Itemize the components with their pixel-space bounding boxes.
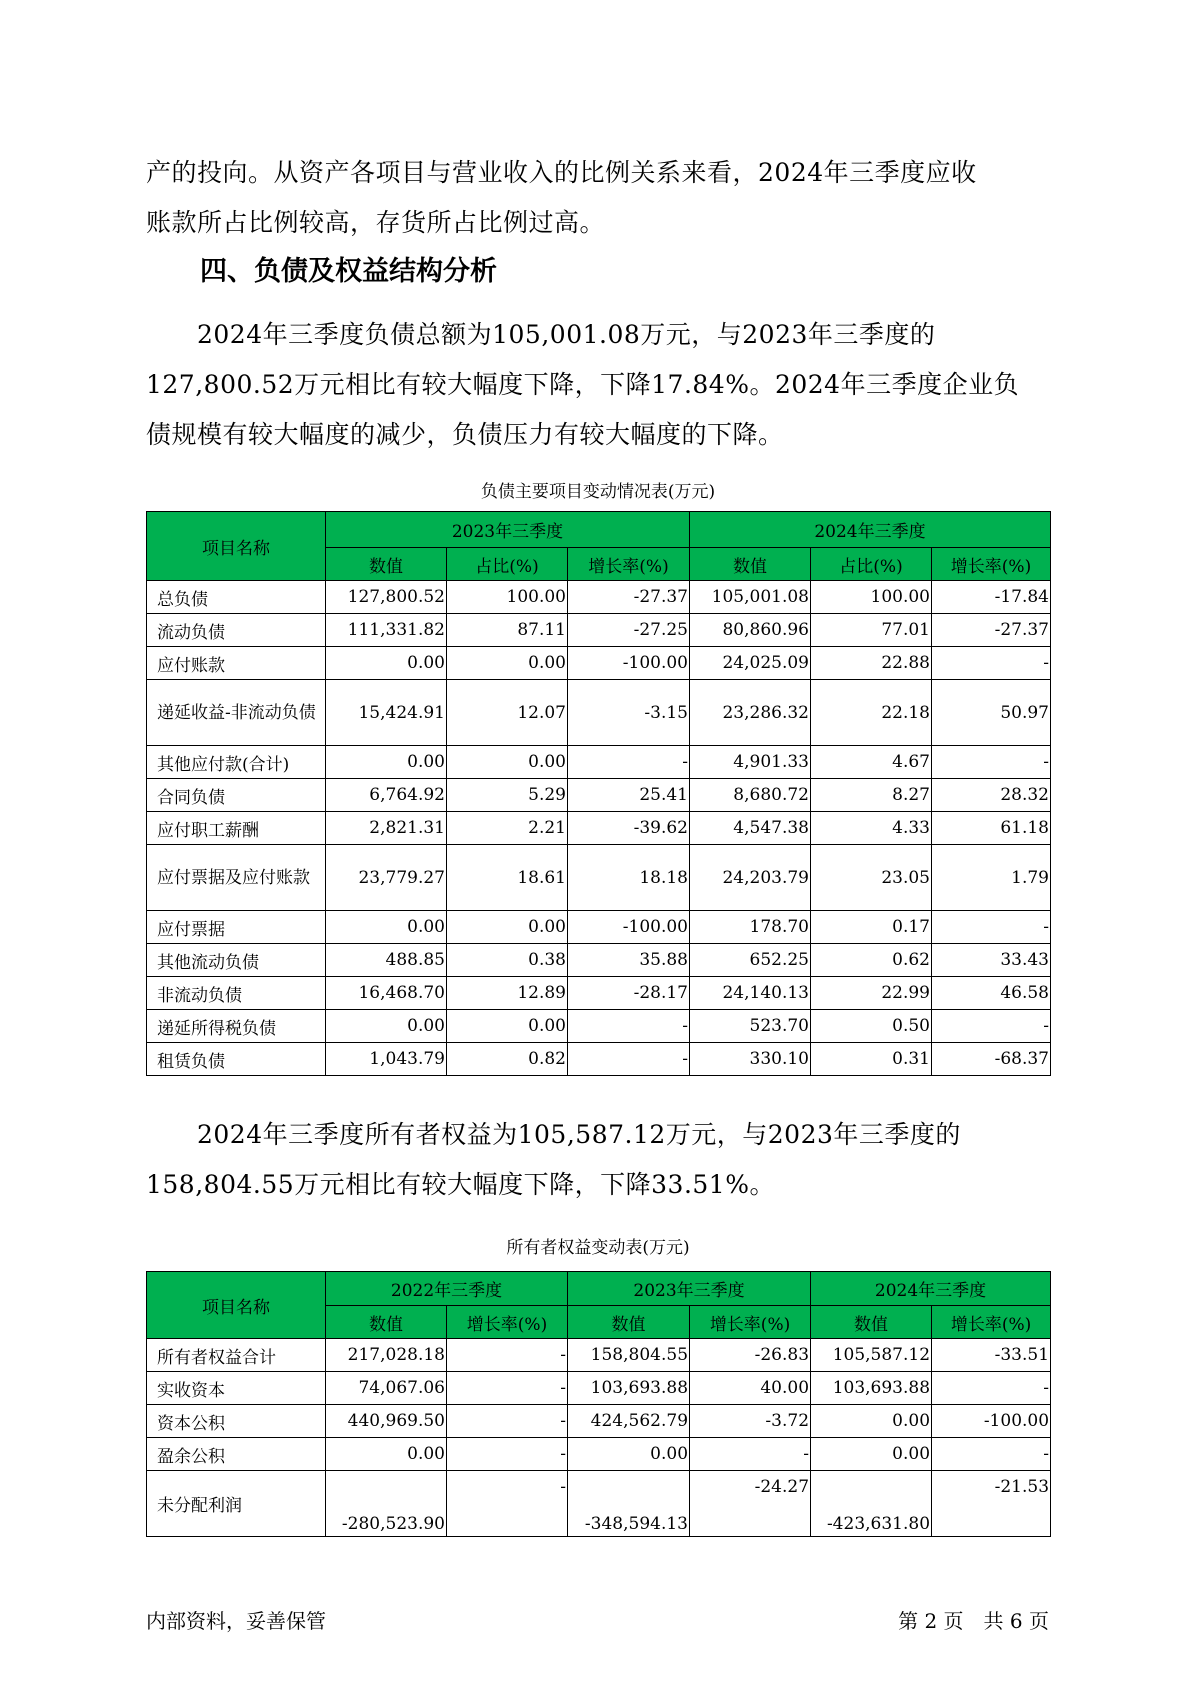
table-cell: 0.00 (447, 911, 568, 944)
table-cell: -68.37 (932, 1043, 1051, 1076)
table-cell: 0.00 (326, 647, 447, 680)
table-cell: 87.11 (447, 614, 568, 647)
table-row (147, 581, 1051, 614)
table-cell: - (447, 1372, 568, 1405)
header-value: 数值 (690, 548, 811, 581)
equity-table (146, 1271, 1051, 1537)
table-row (147, 1438, 1051, 1471)
header-growth: 增长率(%) (690, 1306, 811, 1339)
table-cell: 0.50 (811, 1010, 932, 1043)
table-cell: 6,764.92 (326, 779, 447, 812)
table-cell: 2.21 (447, 812, 568, 845)
table-cell: 1,043.79 (326, 1043, 447, 1076)
table-cell: 35.88 (568, 944, 690, 977)
footer-confidential-note: 内部资料，妥善保管 (146, 1609, 326, 1633)
table-cell: 77.01 (811, 614, 932, 647)
table-cell: -27.37 (568, 581, 690, 614)
table-cell: 50.97 (932, 680, 1051, 746)
row-label: 应付票据 (147, 911, 326, 944)
table-cell: -27.37 (932, 614, 1051, 647)
row-label: 租赁负债 (147, 1043, 326, 1076)
table-cell: 2,821.31 (326, 812, 447, 845)
table-cell: -3.15 (568, 680, 690, 746)
table-cell: - (932, 647, 1051, 680)
header-period-2024: 2024年三季度 (811, 1272, 1051, 1306)
row-label: 总负债 (147, 581, 326, 614)
table-cell: -348,594.13 (568, 1471, 690, 1537)
table-cell: -39.62 (568, 812, 690, 845)
paragraph-equity-summary (146, 1110, 1050, 1210)
row-label: 非流动负债 (147, 977, 326, 1010)
table-cell: - (932, 1438, 1051, 1471)
table-cell: 0.00 (447, 647, 568, 680)
footer-page-number: 第 2 页 共 6 页 (898, 1609, 1049, 1633)
table-cell: - (447, 1339, 568, 1372)
table-cell: 4.67 (811, 746, 932, 779)
paragraph-line: 2024年三季度所有者权益为105,587.12万元，与2023年三季度的 (146, 1120, 961, 1149)
table-cell: 0.00 (811, 1405, 932, 1438)
paragraph-liability-summary (146, 310, 1050, 460)
row-label: 其他流动负债 (147, 944, 326, 977)
table-cell: 523.70 (690, 1010, 811, 1043)
table-cell: 8,680.72 (690, 779, 811, 812)
table-cell: 103,693.88 (811, 1372, 932, 1405)
table-cell: 0.00 (326, 1438, 447, 1471)
table-cell: 12.89 (447, 977, 568, 1010)
table-cell: 33.43 (932, 944, 1051, 977)
table-cell: 18.61 (447, 845, 568, 911)
table-cell: 25.41 (568, 779, 690, 812)
table-cell: -33.51 (932, 1339, 1051, 1372)
table-cell: 0.38 (447, 944, 568, 977)
table-cell: 127,800.52 (326, 581, 447, 614)
table-cell: 4.33 (811, 812, 932, 845)
header-growth: 增长率(%) (568, 548, 690, 581)
table-row (147, 1339, 1051, 1372)
paragraph-line: 债规模有较大幅度的减少，负债压力有较大幅度的下降。 (146, 420, 784, 449)
table-cell: 0.00 (447, 1010, 568, 1043)
table-cell: -27.25 (568, 614, 690, 647)
table-row (147, 614, 1051, 647)
row-label: 递延收益-非流动负债 (147, 680, 326, 746)
section-heading: 四、负债及权益结构分析 (200, 256, 497, 287)
table-cell: - (447, 1438, 568, 1471)
header-share: 占比(%) (811, 548, 932, 581)
table-cell: -100.00 (932, 1405, 1051, 1438)
row-label: 流动负债 (147, 614, 326, 647)
header-period-2022: 2022年三季度 (326, 1272, 568, 1306)
table-row (147, 647, 1051, 680)
table-cell: - (932, 1010, 1051, 1043)
paragraph-asset-conclusion (146, 148, 1050, 248)
table-cell: - (447, 1405, 568, 1438)
table-cell: 105,001.08 (690, 581, 811, 614)
table-cell: 424,562.79 (568, 1405, 690, 1438)
header-growth: 增长率(%) (932, 548, 1051, 581)
table-cell: 18.18 (568, 845, 690, 911)
table-cell: 0.17 (811, 911, 932, 944)
table-cell: 40.00 (690, 1372, 811, 1405)
table-row (147, 944, 1051, 977)
table-cell: 61.18 (932, 812, 1051, 845)
header-value: 数值 (326, 1306, 447, 1339)
row-label: 应付账款 (147, 647, 326, 680)
table-row (147, 977, 1051, 1010)
table-cell: - (447, 1471, 568, 1537)
table-cell: 8.27 (811, 779, 932, 812)
header-period-2023: 2023年三季度 (568, 1272, 811, 1306)
table-cell: -100.00 (568, 647, 690, 680)
table-cell: 22.18 (811, 680, 932, 746)
table-cell: - (568, 746, 690, 779)
table-cell: 24,140.13 (690, 977, 811, 1010)
table-cell: 0.00 (326, 1010, 447, 1043)
table-cell: 4,547.38 (690, 812, 811, 845)
table-cell: -28.17 (568, 977, 690, 1010)
table-cell: 217,028.18 (326, 1339, 447, 1372)
table-cell: 1.79 (932, 845, 1051, 911)
table-cell: -24.27 (690, 1471, 811, 1537)
table-cell: - (932, 911, 1051, 944)
table-row (147, 746, 1051, 779)
table-cell: 0.00 (326, 746, 447, 779)
table-row (147, 911, 1051, 944)
table-cell: 23,779.27 (326, 845, 447, 911)
header-growth: 增长率(%) (932, 1306, 1051, 1339)
table-cell: 80,860.96 (690, 614, 811, 647)
table-cell: 23.05 (811, 845, 932, 911)
header-value: 数值 (811, 1306, 932, 1339)
table-cell: -423,631.80 (811, 1471, 932, 1537)
table-cell: - (568, 1043, 690, 1076)
table-cell: 23,286.32 (690, 680, 811, 746)
table-cell: 15,424.91 (326, 680, 447, 746)
table-cell: 111,331.82 (326, 614, 447, 647)
header-item-name: 项目名称 (147, 1272, 326, 1339)
table-cell: 5.29 (447, 779, 568, 812)
table-caption-liabilities: 负债主要项目变动情况表(万元) (480, 482, 716, 502)
table-cell: 488.85 (326, 944, 447, 977)
table-cell: -21.53 (932, 1471, 1051, 1537)
row-label: 应付票据及应付账款 (147, 845, 326, 911)
table-row (147, 1471, 1051, 1537)
paragraph-line: 2024年三季度负债总额为105,001.08万元，与2023年三季度的 (146, 320, 936, 349)
table-cell: - (690, 1438, 811, 1471)
table-cell: 22.88 (811, 647, 932, 680)
table-cell: -100.00 (568, 911, 690, 944)
paragraph-line: 158,804.55万元相比有较大幅度下降，下降33.51%。 (146, 1170, 775, 1199)
table-cell: 330.10 (690, 1043, 811, 1076)
table-cell: 0.62 (811, 944, 932, 977)
liabilities-table (146, 511, 1051, 1076)
header-value: 数值 (568, 1306, 690, 1339)
table-cell: 0.00 (326, 911, 447, 944)
table-row (147, 1405, 1051, 1438)
table-row (147, 1010, 1051, 1043)
row-label: 所有者权益合计 (147, 1339, 326, 1372)
row-label: 资本公积 (147, 1405, 326, 1438)
table-cell: 178.70 (690, 911, 811, 944)
table-cell: 0.82 (447, 1043, 568, 1076)
row-label: 未分配利润 (147, 1471, 326, 1537)
table-row (147, 845, 1051, 911)
table-cell: -26.83 (690, 1339, 811, 1372)
table-cell: 440,969.50 (326, 1405, 447, 1438)
table-cell: 12.07 (447, 680, 568, 746)
table-cell: -17.84 (932, 581, 1051, 614)
table-row (147, 1043, 1051, 1076)
row-label: 合同负债 (147, 779, 326, 812)
row-label: 盈余公积 (147, 1438, 326, 1471)
table-cell: 74,067.06 (326, 1372, 447, 1405)
table-cell: 652.25 (690, 944, 811, 977)
header-item-name: 项目名称 (147, 512, 326, 581)
row-label: 应付职工薪酬 (147, 812, 326, 845)
table-cell: 158,804.55 (568, 1339, 690, 1372)
paragraph-line: 127,800.52万元相比有较大幅度下降，下降17.84%。2024年三季度企业负 (146, 370, 1020, 399)
table-cell: 0.00 (447, 746, 568, 779)
table-cell: 24,203.79 (690, 845, 811, 911)
table-cell: 16,468.70 (326, 977, 447, 1010)
row-label: 实收资本 (147, 1372, 326, 1405)
table-cell: 46.58 (932, 977, 1051, 1010)
header-share: 占比(%) (447, 548, 568, 581)
table-cell: - (568, 1010, 690, 1043)
table-cell: 103,693.88 (568, 1372, 690, 1405)
table-cell: 100.00 (447, 581, 568, 614)
table-row (147, 1372, 1051, 1405)
header-growth: 增长率(%) (447, 1306, 568, 1339)
paragraph-line: 产的投向。从资产各项目与营业收入的比例关系来看，2024年三季度应收 (146, 158, 977, 187)
table-row (147, 680, 1051, 746)
table-cell: 0.00 (568, 1438, 690, 1471)
table-cell: 105,587.12 (811, 1339, 932, 1372)
header-period-2023: 2023年三季度 (326, 512, 690, 548)
table-row (147, 812, 1051, 845)
table-caption-equity: 所有者权益变动表(万元) (506, 1238, 690, 1258)
table-cell: -280,523.90 (326, 1471, 447, 1537)
paragraph-line: 账款所占比例较高，存货所占比例过高。 (146, 208, 606, 237)
table-cell: 28.32 (932, 779, 1051, 812)
table-cell: 4,901.33 (690, 746, 811, 779)
row-label: 其他应付款(合计) (147, 746, 326, 779)
table-cell: 24,025.09 (690, 647, 811, 680)
table-cell: 22.99 (811, 977, 932, 1010)
table-cell: 0.00 (811, 1438, 932, 1471)
table-cell: - (932, 746, 1051, 779)
table-cell: -3.72 (690, 1405, 811, 1438)
row-label: 递延所得税负债 (147, 1010, 326, 1043)
table-cell: 0.31 (811, 1043, 932, 1076)
table-row (147, 779, 1051, 812)
header-value: 数值 (326, 548, 447, 581)
header-period-2024: 2024年三季度 (690, 512, 1051, 548)
table-cell: 100.00 (811, 581, 932, 614)
table-cell: - (932, 1372, 1051, 1405)
